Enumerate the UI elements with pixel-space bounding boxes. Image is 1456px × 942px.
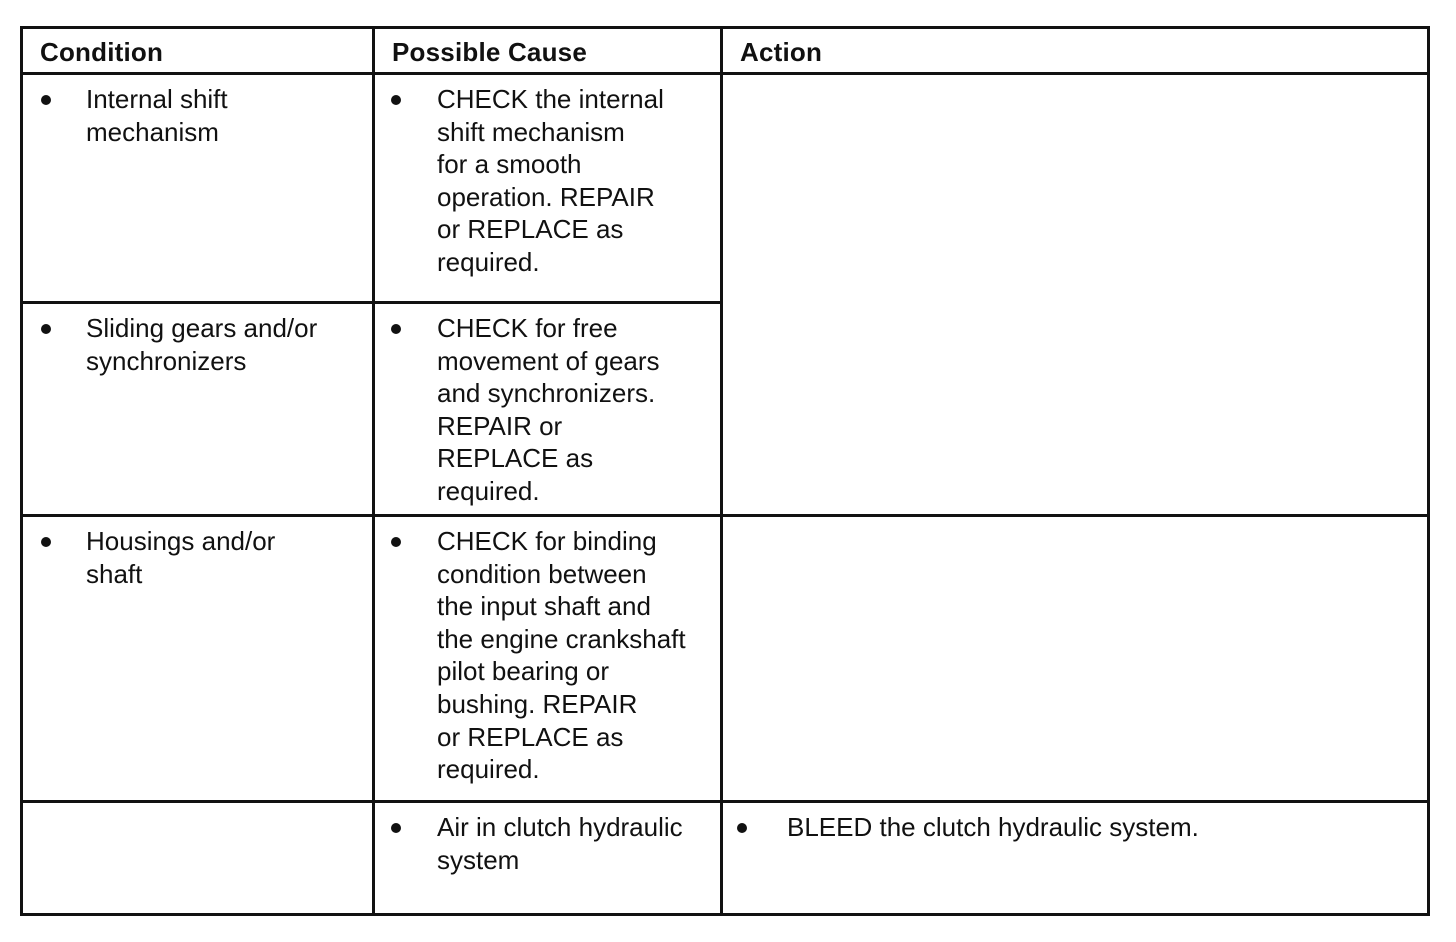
bullet-icon xyxy=(391,537,401,547)
cause-text: CHECK for free movement of gears and synchronizers. REPAIR or REPLACE as required. xyxy=(437,313,660,506)
table-row-4-condition xyxy=(23,803,375,913)
header-action: Action xyxy=(723,29,1427,75)
table-row-4-cause xyxy=(375,803,723,913)
bullet-icon xyxy=(41,324,51,334)
bullet-icon xyxy=(391,324,401,334)
table-row-4-action xyxy=(723,803,1427,913)
header-condition: Condition xyxy=(23,29,375,75)
troubleshooting-table xyxy=(20,26,1430,916)
action-text: BLEED the clutch hydraulic system. xyxy=(787,812,1199,842)
table-row-2-condition xyxy=(23,304,375,517)
cause-text: CHECK for binding condition between the input shaft and the engine crankshaft pilot bearing or bushing. REPAIR or REPLACE as required. xyxy=(437,526,686,785)
bullet-icon xyxy=(391,823,401,833)
table-row-3-action xyxy=(723,517,1427,803)
cause-text: CHECK the internal shift mechanism for a smooth operation. REPAIR or REPLACE as required. xyxy=(437,84,664,277)
condition-text: Internal shift mechanism xyxy=(86,84,228,147)
table-row-2-cause xyxy=(375,304,723,517)
table-row-1-condition xyxy=(23,75,375,304)
header-possible-cause: Possible Cause xyxy=(375,29,723,75)
bullet-icon xyxy=(41,95,51,105)
table-row-3-condition xyxy=(23,517,375,803)
table-row-1-cause xyxy=(375,75,723,304)
bullet-icon xyxy=(41,537,51,547)
table-row-3-cause xyxy=(375,517,723,803)
condition-text: Sliding gears and/or synchronizers xyxy=(86,313,318,376)
table-row-1-2-action xyxy=(723,75,1427,517)
condition-text: Housings and/or shaft xyxy=(86,526,276,589)
bullet-icon xyxy=(391,95,401,105)
bullet-icon xyxy=(737,823,747,833)
cause-text: Air in clutch hydraulic system xyxy=(437,812,683,875)
